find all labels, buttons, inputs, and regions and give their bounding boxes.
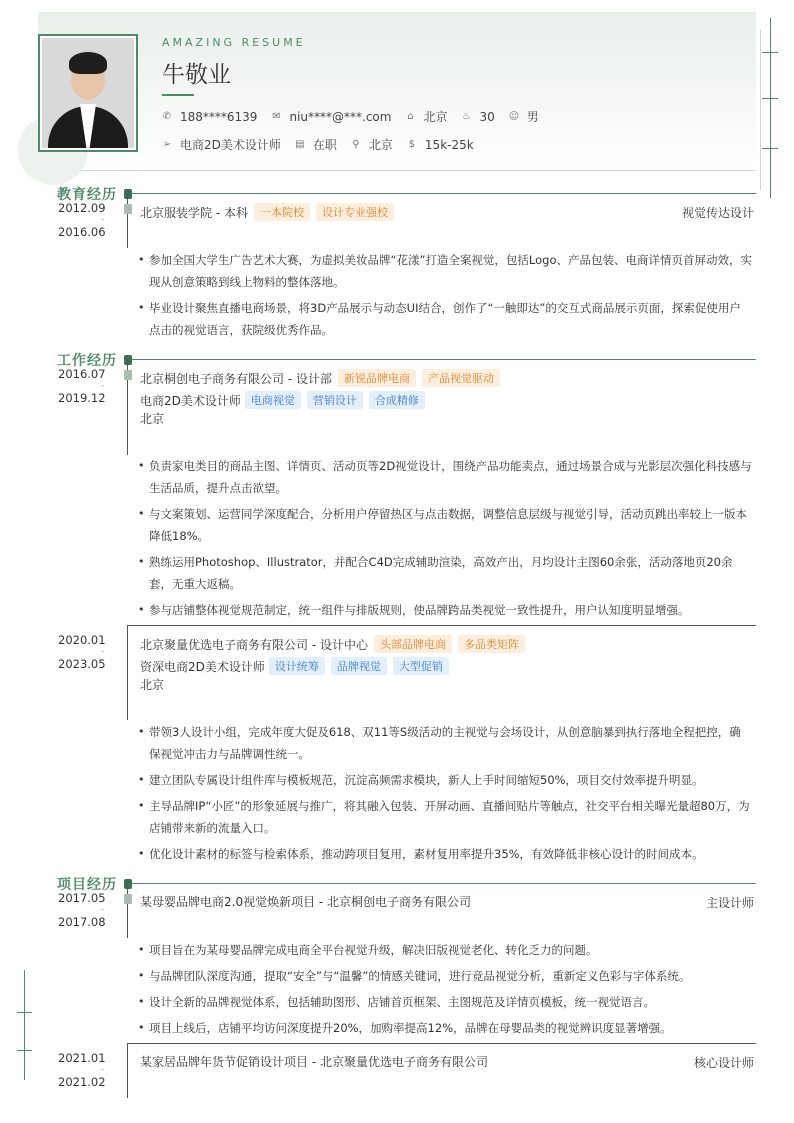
gender-text: 男	[526, 110, 539, 124]
project-section-marker	[124, 879, 132, 889]
list-item: • 项目上线后，店铺平均访问深度提升20%，加购率提高12%，品牌在母婴品类的视觉辨识度显著增强。	[138, 1017, 752, 1039]
work2-role-tag: 大型促销	[393, 657, 449, 675]
resume-subtitle: AMAZING RESUME	[162, 36, 306, 49]
work-section-title: 工作经历	[57, 353, 117, 369]
mail-icon: ✉	[272, 110, 281, 122]
list-item: • 优化设计素材的标签与检索体系，推动跨项目复用，素材复用率提升35%，有效降低非核心设计的时间成本。	[138, 843, 752, 865]
edu-school: 北京服装学院 - 本科	[140, 205, 248, 220]
salary-text: 15k-25k	[424, 137, 474, 152]
work2-timeline	[127, 625, 128, 720]
work-section-marker	[124, 355, 132, 365]
face-icon: ☺	[508, 110, 520, 122]
work2-bullets	[138, 721, 752, 869]
work1-company-tag: 产品视觉驱动	[422, 369, 500, 387]
job-intent-item	[162, 136, 281, 153]
list-item: • 带领3人设计小组，完成年度大促及618、双11等S级活动的主视觉与会场设计，从创意脑暴到执行落地全程把控，确保视觉冲击力与品牌调性统一。	[138, 721, 752, 765]
list-item: • 负责家电类目的商品主图、详情页、活动页等2D视觉设计，围绕产品功能卖点，通过场景合成与光影层次强化科技感与生活品质，提升点击欲望。	[138, 455, 752, 499]
project2-role: 核心设计师	[693, 1056, 754, 1070]
work1-role-tag: 合成精修	[369, 391, 425, 409]
work2-date-separator: -	[100, 647, 104, 657]
work2-role-tag: 品牌视觉	[331, 657, 387, 675]
edu-end-date: 2016.06	[58, 225, 106, 239]
list-item: • 设计全新的品牌视觉体系，包括辅助图形、店铺首页框架、主图规范及详情页模板，统一视觉语言。	[138, 991, 752, 1013]
project2-date-separator: -	[100, 1065, 104, 1075]
project1-bullets	[138, 939, 752, 1043]
project-section-line	[128, 883, 756, 884]
project1-name: 某母婴品牌电商2.0视觉焕新项目 - 北京桐创电子商务有限公司	[140, 895, 472, 909]
work2-top-line	[128, 625, 756, 626]
project2-top-line	[128, 1043, 756, 1044]
work2-company-row	[140, 635, 525, 653]
list-item: • 熟练运用Photoshop、Illustrator，并配合C4D完成辅助渲染，高效产出，月均设计主图60余张，活动落地页20余套，无重大返稿。	[138, 551, 752, 595]
left-deco-tick	[17, 1012, 32, 1013]
project1-entry-marker	[124, 894, 132, 904]
list-item: • 项目旨在为某母婴品牌完成电商全平台视觉升级，解决旧版视觉老化、转化乏力的问题。	[138, 939, 752, 961]
work2-role-row	[140, 657, 449, 675]
project1-start-date: 2017.05	[58, 891, 106, 905]
work1-bullets	[138, 455, 752, 625]
work2-role: 资深电商2D美术设计师	[140, 659, 265, 674]
education-section-marker	[124, 189, 132, 199]
edu-tag: 一本院校	[254, 203, 310, 221]
candidate-name: 牛敬业	[162, 62, 231, 88]
age-item	[461, 110, 494, 124]
send-icon: ➢	[162, 138, 172, 150]
project2-name: 某家居品牌年货节促销设计项目 - 北京聚量优选电子商务有限公司	[140, 1055, 488, 1069]
edu-school-row	[140, 203, 394, 221]
work1-company: 北京桐创电子商务有限公司 - 设计部	[140, 371, 332, 386]
home-icon: ⌂	[407, 110, 414, 122]
right-deco-tick	[762, 52, 778, 53]
list-item: • 参加全国大学生广告艺术大赛，为虚拟美妆品牌“花漾”打造全案视觉，包括Logo、产品包装、电商详情页首屏动效，实现从创意策略到线上物料的整体落地。	[138, 249, 752, 293]
work1-role-tag: 营销设计	[307, 391, 363, 409]
work1-date-separator: -	[100, 381, 104, 391]
status-item	[295, 136, 337, 153]
phone-icon: ✆	[162, 110, 172, 122]
name-underline	[162, 94, 194, 96]
work2-start-date: 2020.01	[58, 633, 106, 647]
right-deco-tick	[762, 148, 778, 149]
location-icon: ⚲	[352, 138, 360, 150]
project1-timeline	[127, 883, 128, 938]
contact-row	[162, 108, 553, 125]
work1-role-tag: 电商视觉	[245, 391, 301, 409]
list-item: • 毕业设计聚焦直播电商场景，将3D产品展示与动态UI结合，创作了“一触即达”的交互式商品展示页面，探索促使用户点击的视觉语言，获院级优秀作品。	[138, 297, 752, 341]
project1-end-date: 2017.08	[58, 915, 106, 929]
left-deco-line	[24, 970, 25, 1080]
job-intent-text: 电商2D美术设计师	[180, 138, 281, 152]
list-item: • 建立团队专属设计组件库与模板规范，沉淀高频需求模块，新人上手时间缩短50%，项目交付效率提升明显。	[138, 769, 752, 791]
project-section-title: 项目经历	[57, 877, 117, 893]
education-section-title: 教育经历	[57, 187, 117, 203]
avatar-frame	[38, 34, 138, 152]
project2-timeline	[127, 1043, 128, 1098]
gender-item	[509, 108, 539, 125]
work1-city: 北京	[140, 412, 165, 426]
cake-icon: ♨	[461, 110, 471, 122]
work1-start-date: 2016.07	[58, 367, 106, 381]
edu-tag: 设计专业强校	[316, 203, 394, 221]
work1-end-date: 2019.12	[58, 391, 106, 405]
education-section-line	[128, 193, 756, 194]
left-deco-tick	[17, 1050, 32, 1051]
project1-date-separator: -	[100, 905, 104, 915]
list-item: • 参与店铺整体视觉规范制定，统一组件与排版规则，使品牌跨品类视觉一致性提升，用户认知度明显增强。	[138, 599, 752, 621]
work-section-line	[128, 359, 756, 360]
project1-role: 主设计师	[705, 896, 754, 910]
money-icon: $	[408, 138, 416, 150]
city-item	[405, 108, 447, 125]
age-text: 30	[479, 109, 495, 124]
work2-company: 北京聚量优选电子商务有限公司 - 设计中心	[140, 637, 368, 652]
briefcase-icon: ▤	[295, 138, 305, 150]
work2-role-tag: 设计统筹	[269, 657, 325, 675]
project2-start-date: 2021.01	[58, 1051, 106, 1065]
list-item: • 与文案策划、运营同学深度配合，分析用户停留热区与点击数据，调整信息层级与视觉引导，活动页跳出率较上一版本降低18%。	[138, 503, 752, 547]
work2-city: 北京	[140, 678, 165, 692]
avatar	[42, 38, 134, 148]
phone-text: 188****6139	[180, 109, 258, 124]
work1-company-row	[140, 369, 500, 387]
city-text: 北京	[423, 110, 448, 124]
work1-entry-marker	[124, 370, 132, 380]
intent-row	[162, 136, 488, 153]
work1-role: 电商2D美术设计师	[140, 393, 241, 408]
edu-start-date: 2012.09	[58, 201, 106, 215]
edu-bullets	[138, 249, 752, 345]
work1-role-row	[140, 391, 425, 409]
intent-city-item	[351, 136, 393, 153]
work2-end-date: 2023.05	[58, 657, 106, 671]
phone-item	[162, 110, 257, 124]
intent-city-text: 北京	[368, 138, 393, 152]
project2-end-date: 2021.02	[58, 1075, 106, 1089]
work2-company-tag: 头部品牌电商	[374, 635, 452, 653]
email-text: niu****@***.com	[289, 109, 392, 124]
education-timeline	[127, 193, 128, 248]
email-item	[271, 110, 391, 124]
list-item: • 与品牌团队深度沟通，提取“安全”与“温馨”的情感关键词，进行竞品视觉分析，重新定义色彩与字体系统。	[138, 965, 752, 987]
salary-item	[407, 138, 474, 152]
education-entry-marker	[124, 204, 132, 214]
header-divider	[38, 170, 756, 171]
work1-company-tag: 新锐品牌电商	[338, 369, 416, 387]
status-text: 在职	[312, 138, 337, 152]
header-right-divider	[760, 30, 761, 190]
edu-major: 视觉传达设计	[681, 206, 754, 220]
edu-date-separator: -	[100, 215, 104, 225]
right-deco-line	[770, 18, 771, 198]
list-item: • 主导品牌IP“小匠”的形象延展与推广，将其融入包装、开屏动画、直播间贴片等触点，社交平台相关曝光量超80万，为店铺带来新的流量入口。	[138, 795, 752, 839]
work2-company-tag: 多品类矩阵	[458, 635, 525, 653]
right-deco-tick	[762, 98, 778, 99]
